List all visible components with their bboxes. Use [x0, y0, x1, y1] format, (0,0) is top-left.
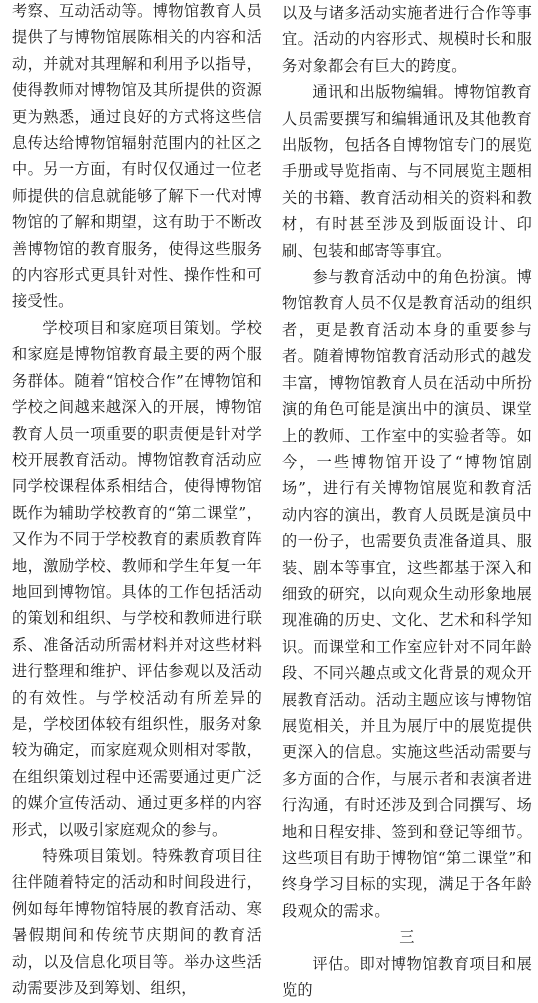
paragraph-publications: 通讯和出版物编辑。博物馆教育人员需要撰写和编辑通讯及其他教育出版物，包括各自博物馆专门的展览手册或导览指南、与不同展览主题相关的书籍、教育活动相关的资料和教材，有时甚至涉及到版面设计、印刷、包装和邮寄等事宜。	[282, 83, 532, 260]
paragraph-evaluation: 评估。即对博物馆教育项目和展览的	[282, 954, 532, 1000]
left-column	[12, 0, 262, 998]
right-column	[282, 0, 532, 1000]
paragraph-continuation-right: 以及与诸多活动实施者进行合作等事宜。活动的内容形式、规模时长和服务对象都会有巨大的跨度。	[282, 4, 532, 75]
section-number: 三	[399, 928, 415, 947]
paragraph-role-play: 参与教育活动中的角色扮演。博物馆教育人员不仅是教育活动的组织者，更是教育活动本身的重要参与者。随着博物馆教育活动形式的越发丰富，博物馆教育人员在活动中所扮演的角色可能是演出中的演员、课堂上的教师、工作室中的实验者等。如今，一些博物馆开设了“博物馆剧场”，进行有关博物馆展览和教育活动内容的演出，教育人员既是演员中的一份子，也需要负责准备道具、服装、剧本等事宜，这些都基于深入和细致的研究，以向观众生动形象地展现准确的历史、文化、艺术和科学知识。而课堂和工作室应针对不同年龄段、不同兴趣点或文化背景的观众开展教育活动。活动主题应该与博物馆展览相关，并且为展厅中的展览提供更深入的信息。实施这些活动需要与多方面的合作，与展示者和表演者进行沟通，有时还涉及到合同撰写、场地和日程安排、签到和登记等细节。这些项目有助于博物馆“第二课堂”和终身学习目标的实现，满足于各年龄段观众的需求。	[282, 268, 532, 920]
paragraph-continuation: 考察、互动活动等。博物馆教育人员提供了与博物馆展陈相关的内容和活动，并就对其理解和利用予以指导，使得教师对博物馆及其所提供的资源更为熟悉，通过良好的方式将这些信息传达给博物馆辐射范围内的社区之中。另一方面，有时仅仅通过一位老师提供的信息就能够了解下一代对博物馆的了解和期望，这有助于不断改善博物馆的教育服务，使得这些服务的内容形式更具针对性、操作性和可接受性。	[12, 2, 262, 311]
paragraph-special-projects: 特殊项目策划。特殊教育项目往往伴随着特定的活动和时间段进行，例如每年博物馆特展的教育活动、寒暑假期间和传统节庆期间的教育活动，以及信息化项目等。举办这些活动需要涉及到筹划、组织，	[12, 847, 262, 998]
paragraph-school-family-projects: 学校项目和家庭项目策划。学校和家庭是博物馆教育最主要的两个服务群体。随着“馆校合作”在博物馆和学校之间越来越深入的开展，博物馆教育人员一项重要的职责便是针对学校开展教育活动。博物馆教育活动应同学校课程体系相结合，使得博物馆既作为辅助学校教育的“第二课堂”，又作为不同于学校教育的素质教育阵地，激励学校、教师和学生年复一年地回到博物馆。具体的工作包括活动的策划和组织、与学校和教师进行联系、准备活动所需材料并对这些材料进行整理和维护、评估参观以及活动的有效性。与学校活动有所差异的是，学校团体较有组织性，服务对象较为确定，而家庭观众则相对零散，在组织策划过程中还需要通过更广泛的媒介宣传活动、通过更多样的内容形式，以吸引家庭观众的参与。	[12, 318, 262, 839]
